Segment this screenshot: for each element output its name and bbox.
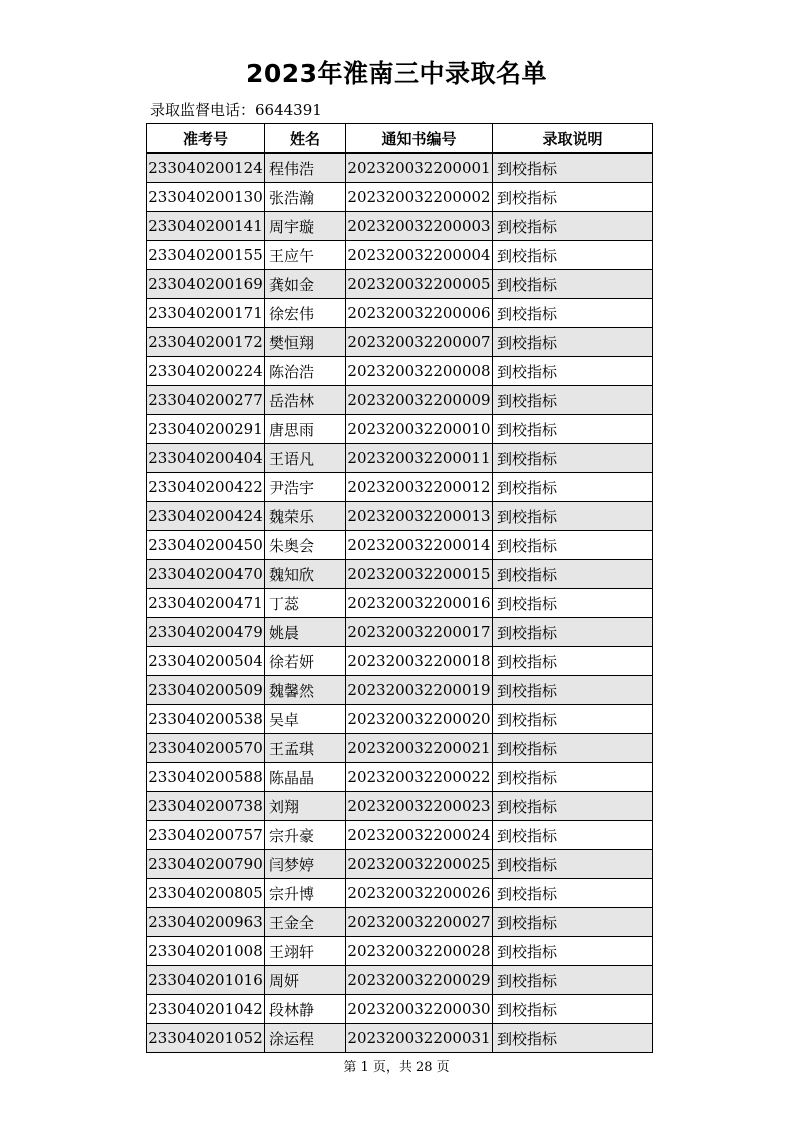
cell-notice-no: 202320032200005 — [346, 270, 493, 299]
cell-note: 到校指标 — [493, 589, 653, 618]
table-row — [147, 473, 653, 502]
cell-name: 樊恒翔 — [265, 328, 346, 357]
cell-notice-no: 202320032200008 — [346, 357, 493, 386]
cell-note: 到校指标 — [493, 241, 653, 270]
table-row — [147, 299, 653, 328]
cell-exam-no: 233040201042 — [147, 995, 265, 1024]
cell-notice-no: 202320032200029 — [346, 966, 493, 995]
table-header-row — [147, 124, 653, 154]
cell-note: 到校指标 — [493, 821, 653, 850]
cell-notice-no: 202320032200013 — [346, 502, 493, 531]
cell-notice-no: 202320032200014 — [346, 531, 493, 560]
table-row — [147, 647, 653, 676]
table-row — [147, 153, 653, 183]
cell-note: 到校指标 — [493, 386, 653, 415]
cell-note: 到校指标 — [493, 618, 653, 647]
cell-exam-no: 233040200570 — [147, 734, 265, 763]
cell-notice-no: 202320032200020 — [346, 705, 493, 734]
cell-note: 到校指标 — [493, 153, 653, 183]
table-row — [147, 328, 653, 357]
cell-note: 到校指标 — [493, 763, 653, 792]
cell-note: 到校指标 — [493, 531, 653, 560]
cell-note: 到校指标 — [493, 502, 653, 531]
cell-notice-no: 202320032200026 — [346, 879, 493, 908]
table-body — [147, 153, 653, 1053]
cell-note: 到校指标 — [493, 183, 653, 212]
cell-name: 龚如金 — [265, 270, 346, 299]
cell-exam-no: 233040200141 — [147, 212, 265, 241]
cell-notice-no: 202320032200019 — [346, 676, 493, 705]
table-row — [147, 705, 653, 734]
cell-note: 到校指标 — [493, 705, 653, 734]
table-row — [147, 792, 653, 821]
cell-name: 徐若妍 — [265, 647, 346, 676]
cell-exam-no: 233040200155 — [147, 241, 265, 270]
table-row — [147, 183, 653, 212]
cell-note: 到校指标 — [493, 328, 653, 357]
table-row — [147, 212, 653, 241]
cell-name: 刘翔 — [265, 792, 346, 821]
cell-notice-no: 202320032200031 — [346, 1024, 493, 1053]
cell-notice-no: 202320032200018 — [346, 647, 493, 676]
cell-notice-no: 202320032200002 — [346, 183, 493, 212]
cell-name: 魏馨然 — [265, 676, 346, 705]
cell-note: 到校指标 — [493, 212, 653, 241]
table-row — [147, 386, 653, 415]
cell-notice-no: 202320032200004 — [346, 241, 493, 270]
cell-notice-no: 202320032200003 — [346, 212, 493, 241]
cell-exam-no: 233040200504 — [147, 647, 265, 676]
cell-exam-no: 233040200509 — [147, 676, 265, 705]
cell-notice-no: 202320032200009 — [346, 386, 493, 415]
cell-exam-no: 233040201008 — [147, 937, 265, 966]
table-row — [147, 676, 653, 705]
table-row — [147, 966, 653, 995]
table-row — [147, 502, 653, 531]
table-row — [147, 937, 653, 966]
header-name: 姓名 — [265, 124, 346, 154]
cell-note: 到校指标 — [493, 647, 653, 676]
cell-name: 魏知欣 — [265, 560, 346, 589]
table-row — [147, 415, 653, 444]
cell-name: 魏荣乐 — [265, 502, 346, 531]
cell-exam-no: 233040200291 — [147, 415, 265, 444]
cell-exam-no: 233040200424 — [147, 502, 265, 531]
cell-exam-no: 233040200805 — [147, 879, 265, 908]
cell-name: 程伟浩 — [265, 153, 346, 183]
cell-notice-no: 202320032200024 — [346, 821, 493, 850]
cell-exam-no: 233040200172 — [147, 328, 265, 357]
cell-name: 王应午 — [265, 241, 346, 270]
cell-name: 唐思雨 — [265, 415, 346, 444]
table-row — [147, 1024, 653, 1053]
cell-note: 到校指标 — [493, 908, 653, 937]
admission-table — [146, 123, 653, 1053]
cell-exam-no: 233040200479 — [147, 618, 265, 647]
table-row — [147, 908, 653, 937]
cell-exam-no: 233040200757 — [147, 821, 265, 850]
cell-exam-no: 233040200169 — [147, 270, 265, 299]
table-row — [147, 879, 653, 908]
cell-exam-no: 233040200738 — [147, 792, 265, 821]
cell-name: 宗升豪 — [265, 821, 346, 850]
cell-name: 闫梦婷 — [265, 850, 346, 879]
supervision-hotline: 录取监督电话：6644391 — [150, 101, 322, 119]
cell-name: 丁蕊 — [265, 589, 346, 618]
table-row — [147, 850, 653, 879]
cell-notice-no: 202320032200012 — [346, 473, 493, 502]
table-row — [147, 241, 653, 270]
header-note: 录取说明 — [493, 124, 653, 154]
cell-name: 王语凡 — [265, 444, 346, 473]
cell-name: 岳浩林 — [265, 386, 346, 415]
cell-exam-no: 233040200277 — [147, 386, 265, 415]
table-row — [147, 821, 653, 850]
cell-notice-no: 202320032200030 — [346, 995, 493, 1024]
cell-note: 到校指标 — [493, 966, 653, 995]
cell-notice-no: 202320032200025 — [346, 850, 493, 879]
page-title: 2023年淮南三中录取名单 — [245, 59, 548, 88]
cell-name: 姚晨 — [265, 618, 346, 647]
cell-exam-no: 233040200790 — [147, 850, 265, 879]
cell-name: 朱奥会 — [265, 531, 346, 560]
cell-exam-no: 233040201016 — [147, 966, 265, 995]
cell-name: 段林静 — [265, 995, 346, 1024]
cell-name: 徐宏伟 — [265, 299, 346, 328]
cell-name: 张浩瀚 — [265, 183, 346, 212]
cell-name: 尹浩宇 — [265, 473, 346, 502]
cell-note: 到校指标 — [493, 879, 653, 908]
cell-exam-no: 233040200538 — [147, 705, 265, 734]
cell-name: 涂运程 — [265, 1024, 346, 1053]
table-row — [147, 560, 653, 589]
page-footer: 第 1 页，共 28 页 — [343, 1060, 450, 1075]
cell-notice-no: 202320032200023 — [346, 792, 493, 821]
cell-notice-no: 202320032200022 — [346, 763, 493, 792]
cell-note: 到校指标 — [493, 937, 653, 966]
cell-note: 到校指标 — [493, 560, 653, 589]
cell-exam-no: 233040200963 — [147, 908, 265, 937]
cell-name: 王翊轩 — [265, 937, 346, 966]
cell-exam-no: 233040200124 — [147, 153, 265, 183]
cell-note: 到校指标 — [493, 270, 653, 299]
cell-name: 陈晶晶 — [265, 763, 346, 792]
cell-exam-no: 233040200471 — [147, 589, 265, 618]
cell-notice-no: 202320032200007 — [346, 328, 493, 357]
cell-notice-no: 202320032200028 — [346, 937, 493, 966]
cell-exam-no: 233040200450 — [147, 531, 265, 560]
cell-name: 宗升博 — [265, 879, 346, 908]
cell-notice-no: 202320032200010 — [346, 415, 493, 444]
table-row — [147, 995, 653, 1024]
table-row — [147, 444, 653, 473]
cell-name: 王孟琪 — [265, 734, 346, 763]
cell-exam-no: 233040201052 — [147, 1024, 265, 1053]
cell-note: 到校指标 — [493, 676, 653, 705]
cell-notice-no: 202320032200001 — [346, 153, 493, 183]
table-row — [147, 357, 653, 386]
cell-notice-no: 202320032200011 — [346, 444, 493, 473]
cell-note: 到校指标 — [493, 734, 653, 763]
cell-note: 到校指标 — [493, 415, 653, 444]
table-row — [147, 589, 653, 618]
cell-notice-no: 202320032200015 — [346, 560, 493, 589]
cell-notice-no: 202320032200027 — [346, 908, 493, 937]
cell-note: 到校指标 — [493, 850, 653, 879]
cell-name: 陈治浩 — [265, 357, 346, 386]
cell-name: 周妍 — [265, 966, 346, 995]
cell-note: 到校指标 — [493, 357, 653, 386]
cell-exam-no: 233040200404 — [147, 444, 265, 473]
cell-exam-no: 233040200470 — [147, 560, 265, 589]
cell-exam-no: 233040200588 — [147, 763, 265, 792]
cell-exam-no: 233040200130 — [147, 183, 265, 212]
cell-note: 到校指标 — [493, 444, 653, 473]
cell-name: 周宇璇 — [265, 212, 346, 241]
cell-name: 王金全 — [265, 908, 346, 937]
cell-name: 吴卓 — [265, 705, 346, 734]
cell-note: 到校指标 — [493, 1024, 653, 1053]
cell-note: 到校指标 — [493, 995, 653, 1024]
table-row — [147, 531, 653, 560]
cell-notice-no: 202320032200017 — [346, 618, 493, 647]
cell-exam-no: 233040200422 — [147, 473, 265, 502]
cell-exam-no: 233040200171 — [147, 299, 265, 328]
cell-note: 到校指标 — [493, 299, 653, 328]
table-row — [147, 618, 653, 647]
cell-notice-no: 202320032200016 — [346, 589, 493, 618]
header-exam-no: 准考号 — [147, 124, 265, 154]
cell-notice-no: 202320032200021 — [346, 734, 493, 763]
cell-exam-no: 233040200224 — [147, 357, 265, 386]
header-notice-no: 通知书编号 — [346, 124, 493, 154]
cell-notice-no: 202320032200006 — [346, 299, 493, 328]
cell-note: 到校指标 — [493, 792, 653, 821]
table-row — [147, 270, 653, 299]
cell-note: 到校指标 — [493, 473, 653, 502]
table-row — [147, 734, 653, 763]
table-row — [147, 763, 653, 792]
